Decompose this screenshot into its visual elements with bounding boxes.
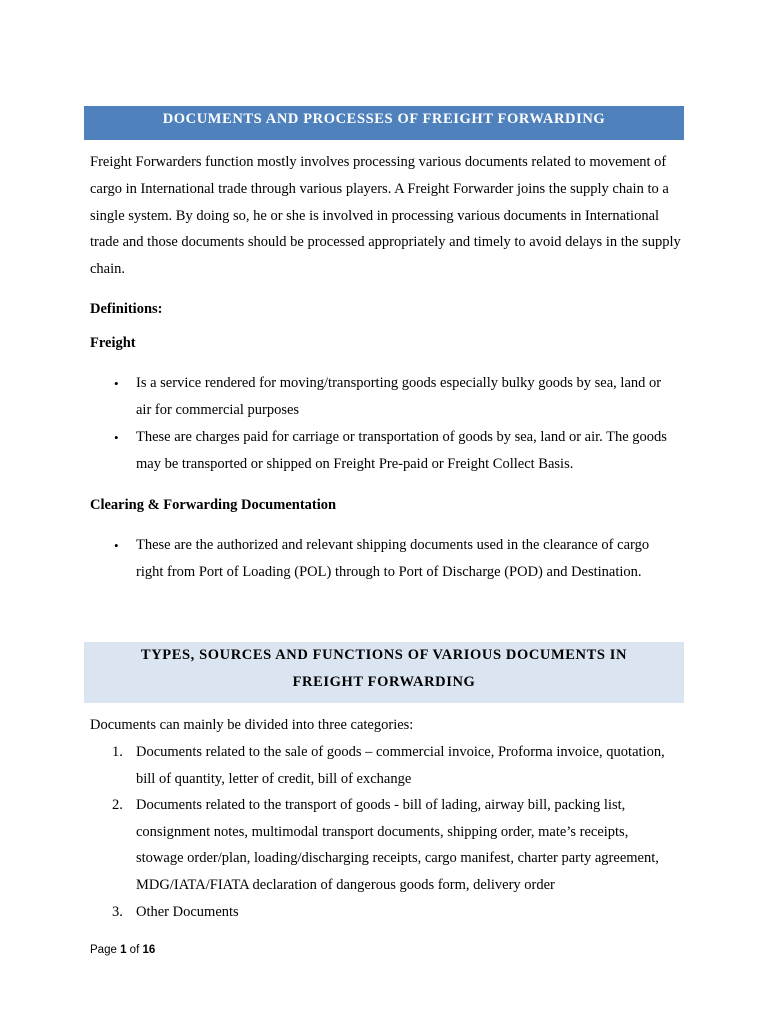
- list-item-text: Other Documents: [136, 903, 239, 920]
- bullet-icon: •: [114, 538, 119, 553]
- list-number: 2.: [112, 797, 123, 814]
- list-number: 1.: [112, 744, 123, 760]
- list-number: 3.: [112, 903, 123, 920]
- list-item: [0, 424, 676, 478]
- of-word: of: [129, 944, 140, 956]
- freight-bullet-list-2: [0, 424, 768, 478]
- heading-text-line-1: TYPES, SOURCES AND FUNCTIONS OF VARIOUS DOCUMENTS IN: [140, 647, 628, 663]
- list-item: [0, 739, 676, 792]
- definitions-label: Definitions:: [90, 301, 163, 317]
- heading-text: DOCUMENTS AND PROCESSES OF FREIGHT FORWARDING: [162, 111, 606, 127]
- list-item-text: Documents related to the sale of goods – commercial invoice, Proforma invoice, quotation, bill of quantity, letter of credit, bill of exchange: [136, 744, 665, 787]
- list-item-text: These are charges paid for carriage or transportation of goods by sea, land or air. The goods may be transported or shipped on Freight Pre-paid or Freight Collect Basis.: [136, 429, 667, 472]
- cf-bullet-list: [0, 532, 768, 586]
- list-item-text: Is a service rendered for moving/transporting goods especially bulky goods by sea, land or air for commercial purposes: [136, 375, 662, 418]
- heading-text-line-2: FREIGHT FORWARDING: [292, 674, 476, 690]
- page-word: Page: [90, 944, 117, 956]
- freight-label: Freight: [90, 335, 136, 351]
- intro-paragraph: Freight Forwarders function mostly involves processing various documents related to movement of cargo in International trade through various players. A Freight Forwarder joins the supply chain to a single system. By doing so, he or she is involved in processing various documents in International trade and those documents should be processed appropriately and timely to avoid delays in the supply chain.: [90, 154, 681, 278]
- list-item: [0, 792, 676, 898]
- categories-intro: Documents can mainly be divided into three categories:: [90, 717, 414, 733]
- bullet-icon: •: [114, 430, 119, 445]
- list-item: [0, 899, 676, 926]
- freight-bullet-list: [0, 370, 768, 424]
- list-item-text: These are the authorized and relevant shipping documents used in the clearance of cargo right from Port of Loading (POL) through to Port of Discharge (POD) and Destination.: [136, 537, 650, 580]
- section-heading-types-sources: [84, 642, 684, 703]
- section-heading-documents-processes: [84, 106, 684, 140]
- categories-list: [0, 739, 768, 925]
- bullet-icon: •: [114, 376, 119, 391]
- clearing-forwarding-label: Clearing & Forwarding Documentation: [90, 497, 337, 513]
- list-item: [0, 370, 676, 424]
- list-item: [0, 532, 676, 586]
- list-item-text: Documents related to the transport of goods - bill of lading, airway bill, packing list, consignment notes, multimodal transport documents, shipping order, mate’s receipts, stowage order/plan, loading/discharging receipts, cargo manifest, charter party agreement, MDG/IATA/FIATA declaration of dangerous goods form, delivery order: [136, 797, 659, 893]
- total-pages: 16: [142, 944, 156, 956]
- page-number: 1: [120, 944, 127, 956]
- page-footer: [90, 944, 155, 956]
